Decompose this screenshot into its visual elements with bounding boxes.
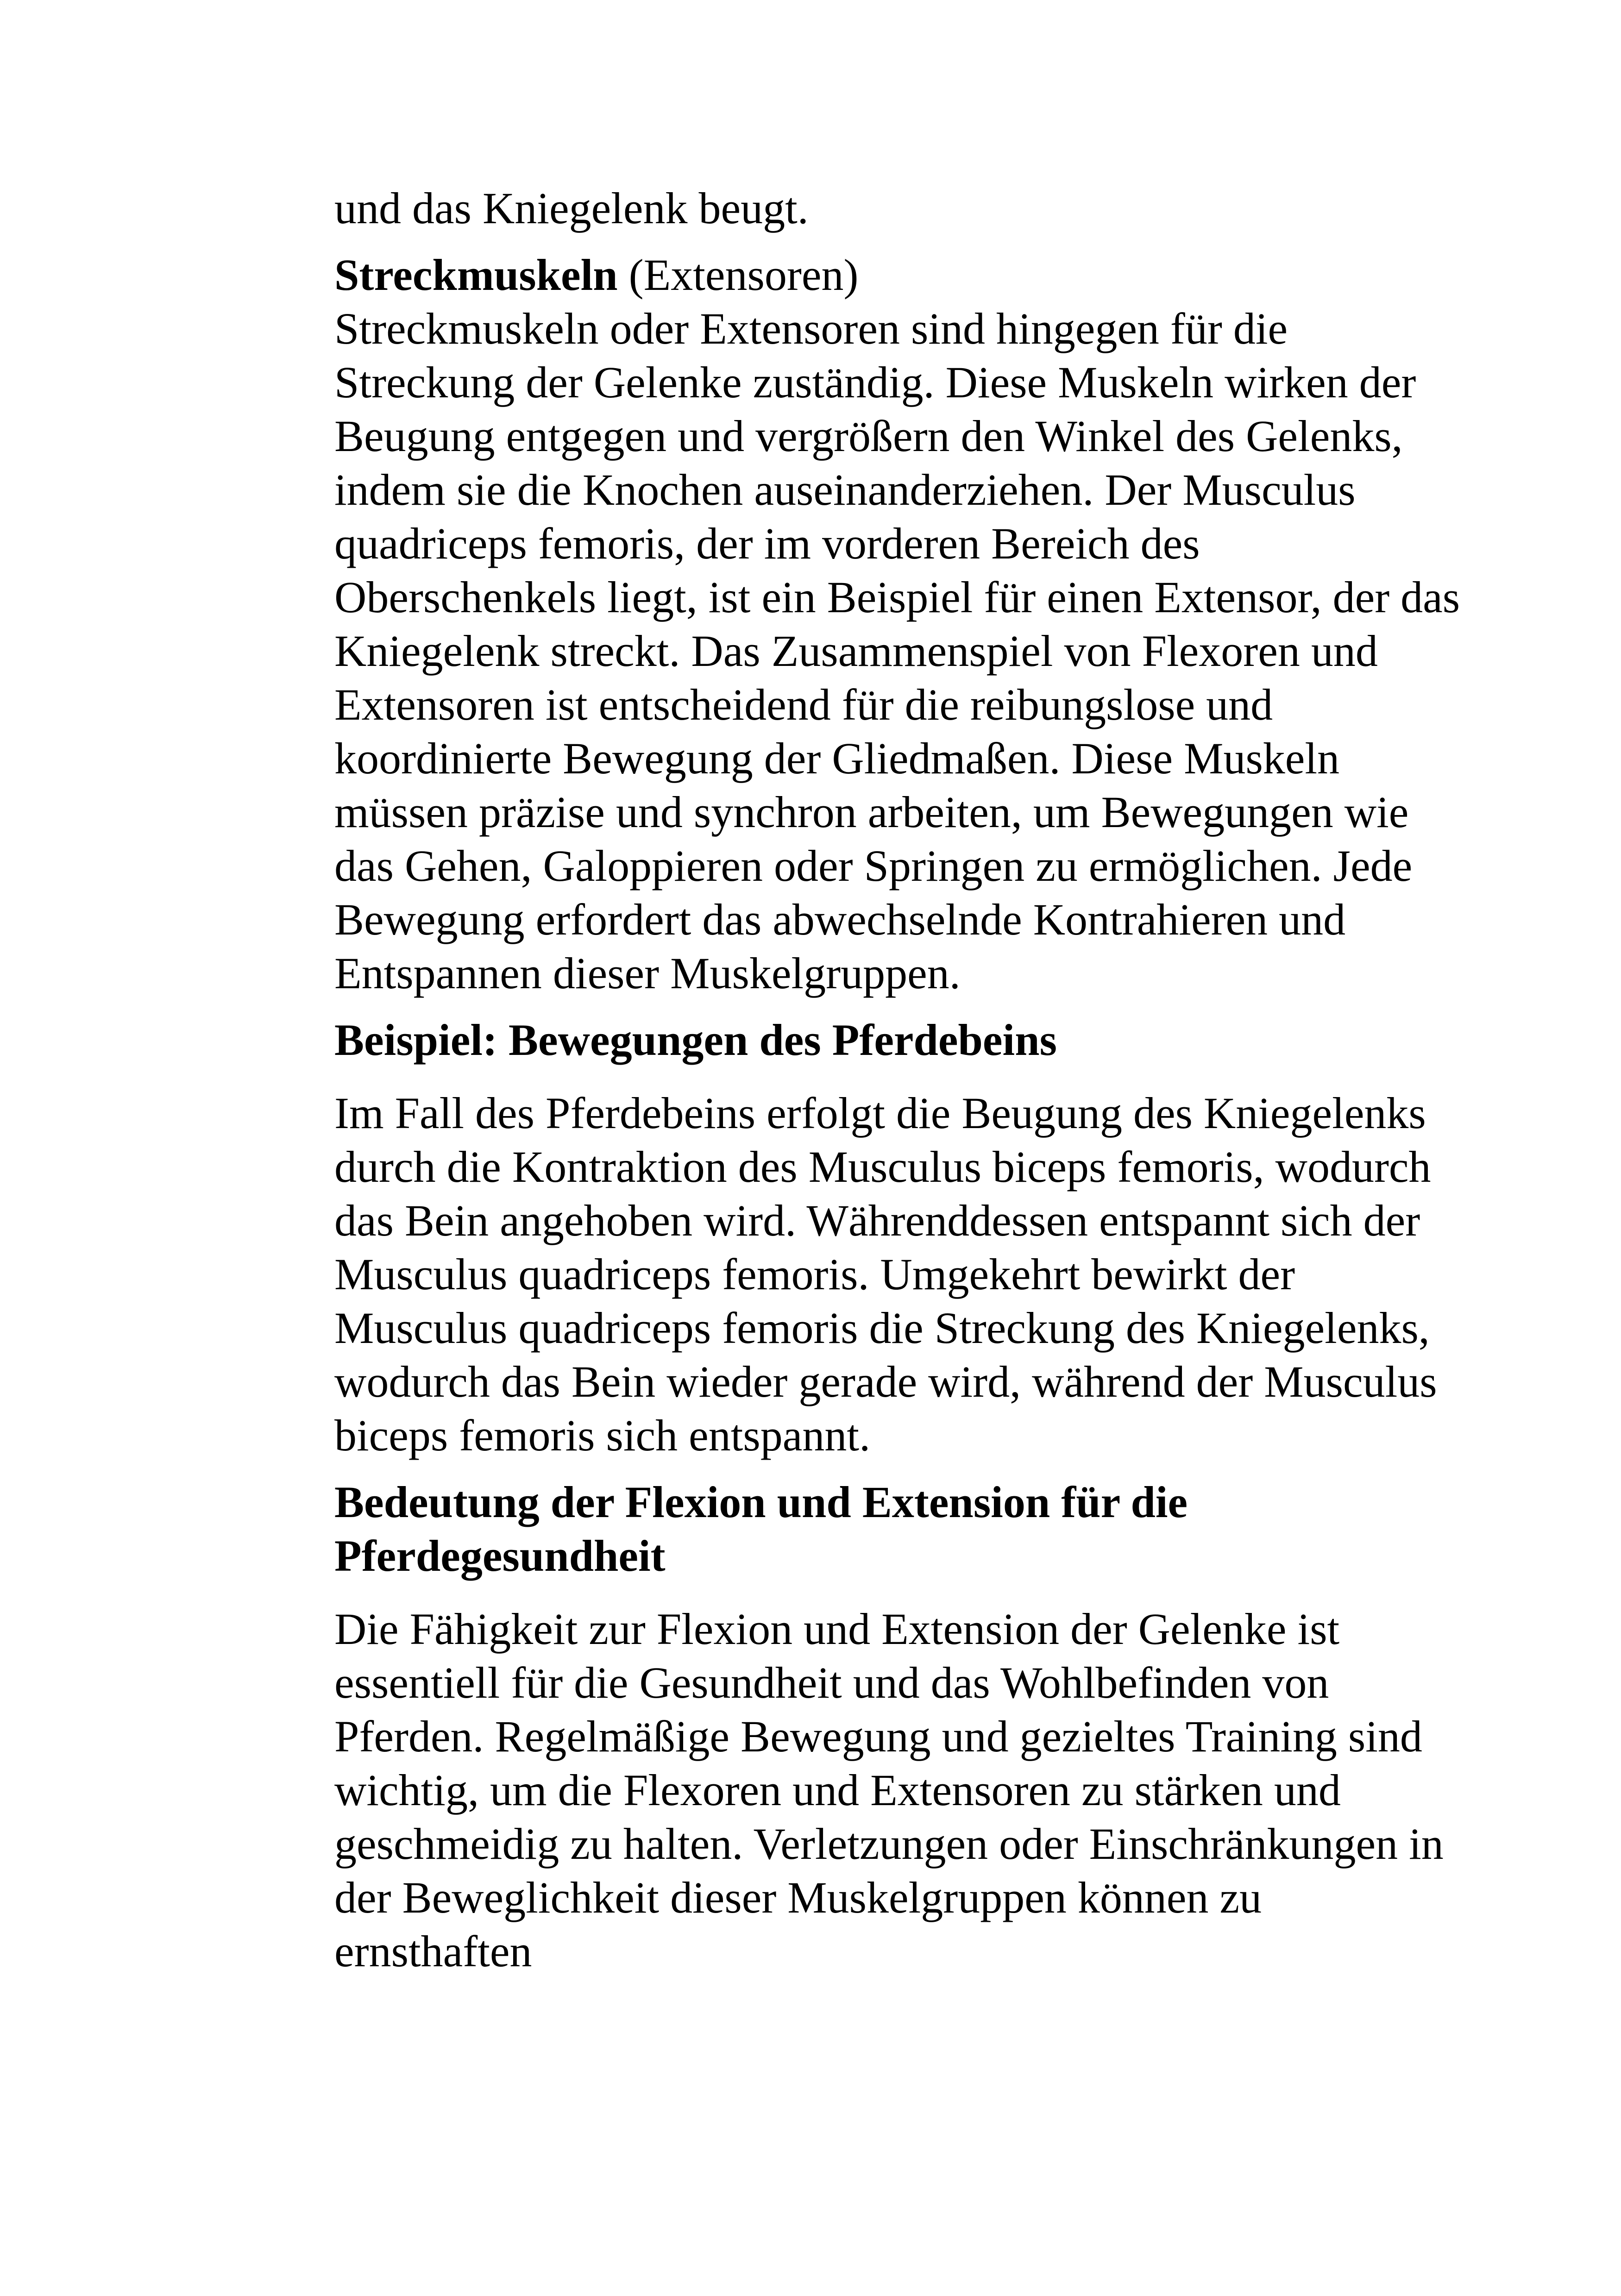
significance-heading: Bedeutung der Flexion und Extension für die Pferdegesundheit bbox=[334, 1477, 1188, 1581]
extensors-term: Streckmuskeln bbox=[334, 250, 618, 300]
extensors-term-line bbox=[334, 248, 1464, 302]
significance-paragraph: Die Fähigkeit zur Flexion und Extension der Gelenke ist essentiell für die Gesundheit und das Wohlbefinden von Pferden. Regelmäßige Bewegung und gezieltes Training sind wichtig, um die Flexoren und Extensoren zu stärken und geschmeidig zu halten. Verletzungen oder Einschränkungen in der Beweglichkeit dieser Muskelgruppen können zu ernsthaften bbox=[334, 1604, 1444, 1976]
example-paragraph: Im Fall des Pferdebeins erfolgt die Beugung des Kniegelenks durch die Kontraktion des Musculus biceps femoris, wodurch das Bein angehoben wird. Währenddessen entspannt sich der Musculus quadriceps femoris. Umgekehrt bewirkt der Musculus quadriceps femoris die Streckung des Kniegelenks, wodurch das Bein wieder gerade wird, während der Musculus biceps femoris sich entspannt. bbox=[334, 1088, 1437, 1460]
extensors-paragraph: Streckmuskeln oder Extensoren sind hingegen für die Streckung der Gelenke zuständig. Diese Muskeln wirken der Beugung entgegen und vergrößern den Winkel des Gelenks, indem sie die Knochen auseinanderziehen. Der Musculus quadriceps femoris, der im vorderen Bereich des Oberschenkels liegt, ist ein Beispiel für einen Extensor, der das Kniegelenk streckt. Das Zusammenspiel von Flexoren und Extensoren ist entscheidend für die reibungslose und koordinierte Bewegung der Gliedmaßen. Diese Muskeln müssen präzise und synchron arbeiten, um Bewegungen wie das Gehen, Galoppieren oder Springen zu ermöglichen. Jede Bewegung erfordert das abwechselnde Kontrahieren und Entspannen dieser Muskelgruppen. bbox=[334, 304, 1460, 998]
extensors-term-suffix: (Extensoren) bbox=[617, 250, 859, 300]
example-heading: Beispiel: Bewegungen des Pferdebeins bbox=[334, 1015, 1057, 1065]
intro-text: und das Kniegelenk beugt. bbox=[334, 183, 809, 233]
document-body bbox=[334, 182, 1464, 1978]
